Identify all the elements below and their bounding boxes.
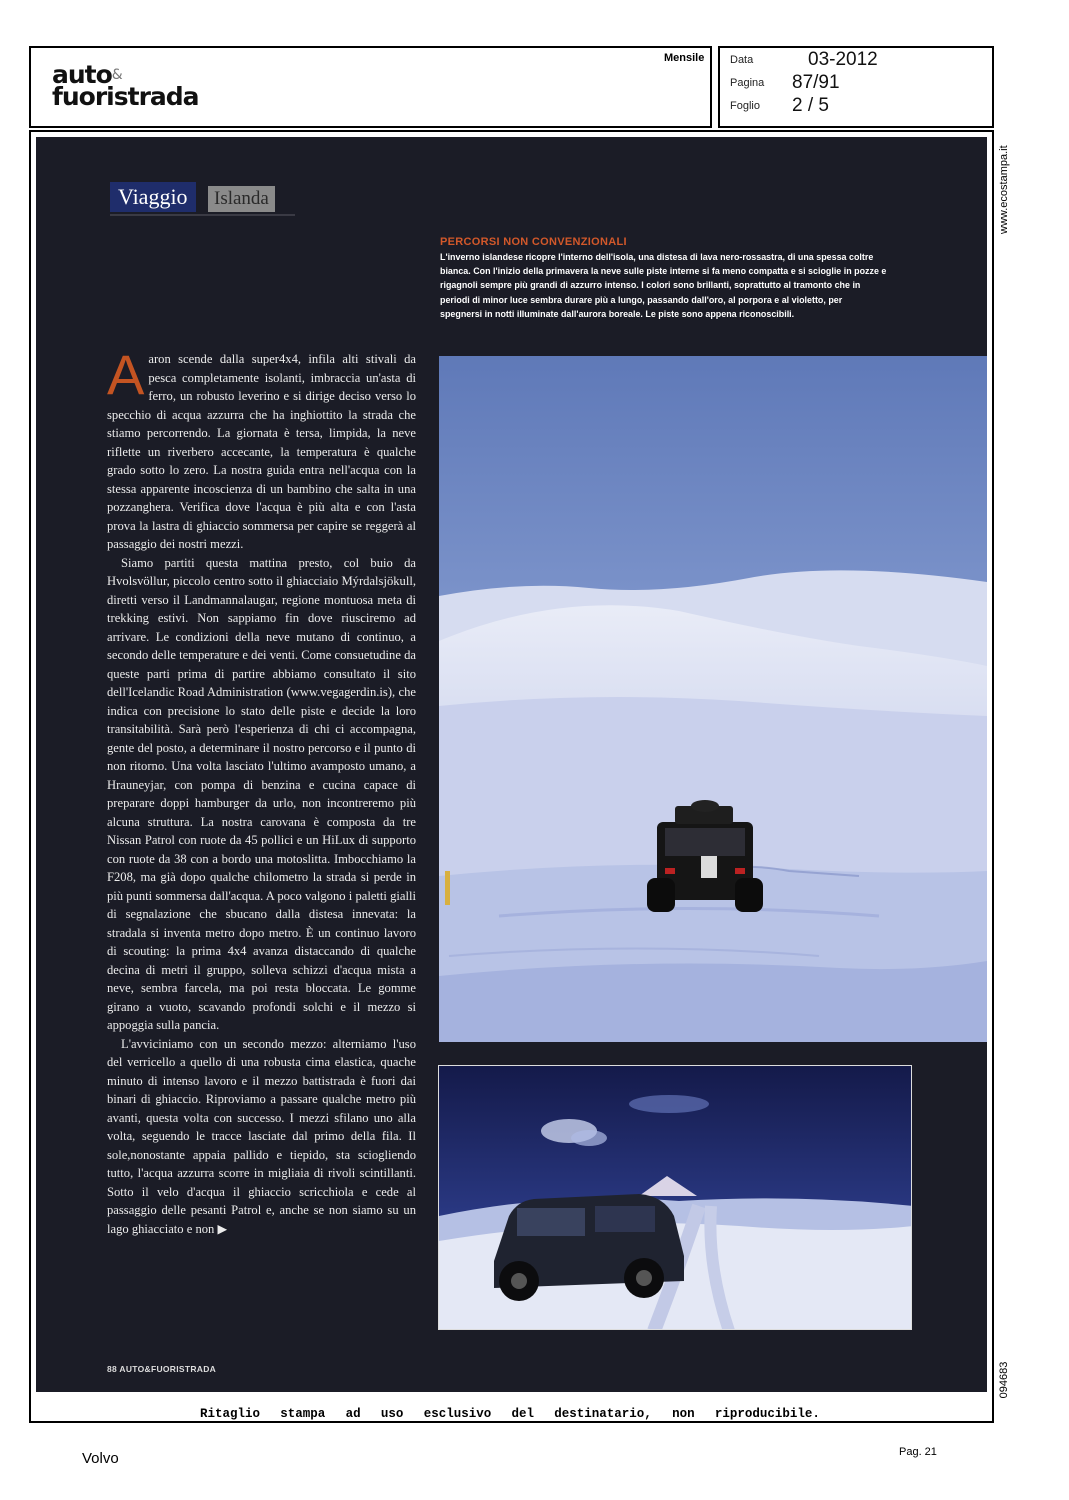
- caption-title: PERCORSI NON CONVENZIONALI: [440, 236, 627, 248]
- section-rule: [110, 214, 295, 216]
- article-paragraph: Siamo partiti questa mattina presto, col buio da Hvolsvöllur, piccolo centro sotto il ghiacciaio Mýrdalsjökull, diretti verso il Landmannalaugar, regione montuosa meta di trekking estivi. Non sappiamo fin dove riusciremo ad arrivare. Le condizioni della neve mutano di continuo, a secondo delle temperature e dei venti. Come consuetudine da queste parti prima di partire abbiamo consultato il sito dell'Icelandic Road Administration (www.vegagerdin.is), che indica con precisione lo stato delle piste e decide la loro transitabilità. Sarà però l'esperienza di chi ci accompagna, gente del posto, a determinare il nostro percorso e il punto di non ritorno. Una volta lasciato l'ultimo avamposto umano, a Hrauneyjar, con pompa di benzina e cucina capace di preparare doppi hamburger da urlo, non incontreremo più alcuna struttura. La nostra carovana è composta da tre Nissan Patrol con ruote da 45 pollici e un HiLux di supporto con ruote da 38 con a bordo una motoslitta. Imbocchiamo la F208, ma già dopo qualche chilometro la strada si perde in più punti sommersa dall'acqua. A poco valgono i paletti gialli di segnalazione che sbucano dalla distesa innevata: la stradala si inventa metro dopo metro. È un continuo lavoro di scouting: la prima 4x4 avanza distaccando di qualche decina di metri il gruppo, solleva schizzi d'acqua mista a neve, sembra farcela, ma poi resta bloccata. Le gomme girano a vuoto, scavando profondi solchi e il mezzo si appoggia sulla pancia.: [107, 555, 416, 1032]
- page-number: Pag. 21: [899, 1446, 937, 1458]
- photo-suv-snow-track: [438, 1065, 912, 1330]
- data-label: Data: [730, 54, 754, 66]
- paragraph-text: aron scende dalla super4x4, infila alti stivali da pesca completamente isolanti, imbraccia un'asta di ferro, un robusto leverino e si dirige deciso verso lo specchio di acqua azzurra che ha inghiottito la strada che stiamo percorrendo. La giornata è tersa, limpida, la neve riflette un riverbero accecante, la temperatura è qualche grado sotto lo zero. La nostra guida entra nell'acqua con la stessa apparente incoscienza di un bambino che salta in una pozzanghera. Verifica dove l'acqua è più alta e con l'asta prova la lastra di ghiaccio sommersa per capire se reggerà al passaggio dei nostri mezzi.: [107, 352, 416, 551]
- data-value: 03-2012: [808, 49, 878, 70]
- publication-logo: [52, 60, 199, 111]
- notice-word: non: [672, 1407, 695, 1421]
- notice-word: ad: [345, 1407, 361, 1421]
- notice-word: esclusivo: [423, 1407, 492, 1421]
- client-name: Volvo: [82, 1450, 119, 1467]
- side-code: [994, 1360, 1014, 1410]
- notice-word: del: [511, 1407, 534, 1421]
- section-tag: Viaggio: [110, 182, 196, 212]
- logo-line1: auto: [52, 60, 112, 89]
- foglio-label: Foglio: [730, 100, 760, 112]
- notice-word: stampa: [280, 1407, 326, 1421]
- logo-amp: &: [111, 67, 122, 83]
- section-subtag: Islanda: [208, 186, 275, 212]
- side-code-text: 094683: [998, 1361, 1010, 1399]
- photo-snowfield-4x4: [439, 356, 987, 1042]
- side-url-text: www.ecostampa.it: [998, 145, 1010, 234]
- pagina-value: 87/91: [792, 72, 840, 93]
- notice-word: riproducibile.: [714, 1407, 820, 1421]
- side-url: [994, 140, 1014, 260]
- notice-word: destinatario,: [554, 1407, 652, 1421]
- foglio-value: 2 / 5: [792, 95, 829, 116]
- notice-word: Ritaglio: [200, 1407, 261, 1421]
- caption-text: L'inverno islandese ricopre l'interno dell'isola, una distesa di lava nero-rossastra, di una spessa coltre bianca. Con l'inizio della primavera la neve sulle piste interne si fa meno compatta e si scioglie in pozze e rigagnoli sempre più grandi di azzurro intenso. I colori sono brillanti, soprattutto al tramonto che in periodi di minor luce sembra durare più a lungo, passando dall'oro, al porpora e al violetto, per spegnersi in notti illuminate dall'aurora boreale. Le piste sono appena riconoscibili.: [440, 252, 887, 320]
- snowfield-image: [439, 356, 987, 1042]
- article-paragraph: L'avviciniamo con un secondo mezzo: alterniamo l'uso del verricello a quello di una robusta cima elastica, quache minuto di intenso lavoro e il mezzo battistrada è fuori dai binari di ghiaccio. Riproviamo a passare qualche metro più avanti, questa volta con successo. I mezzi sfilano uno alla volta, seguendo le tracce lasciate dal primo della fila. Il sole,nonostante appaia pallido e tiepido, sta sciogliendo tutto, l'acqua azzurra scorre in migliaia di rivoli scintillanti. Sotto il velo d'acqua il ghiaccio scricchiola e cede al passaggio delle pesanti Patrol e, anche se non siamo su un lago ghiacciato e non ▶: [107, 1036, 416, 1236]
- article-paragraph: [107, 343, 416, 554]
- pagina-label: Pagina: [730, 77, 765, 89]
- frequency-label: Mensile: [664, 52, 705, 64]
- suv-image: [439, 1066, 912, 1330]
- notice-word: uso: [380, 1407, 404, 1421]
- clipping-notice: [200, 1407, 820, 1421]
- article-body: [107, 343, 416, 1238]
- drop-cap: A: [107, 343, 145, 406]
- logo-line2: fuoristrada: [52, 82, 199, 111]
- page-folio: 88 AUTO&FUORISTRADA: [107, 1364, 217, 1374]
